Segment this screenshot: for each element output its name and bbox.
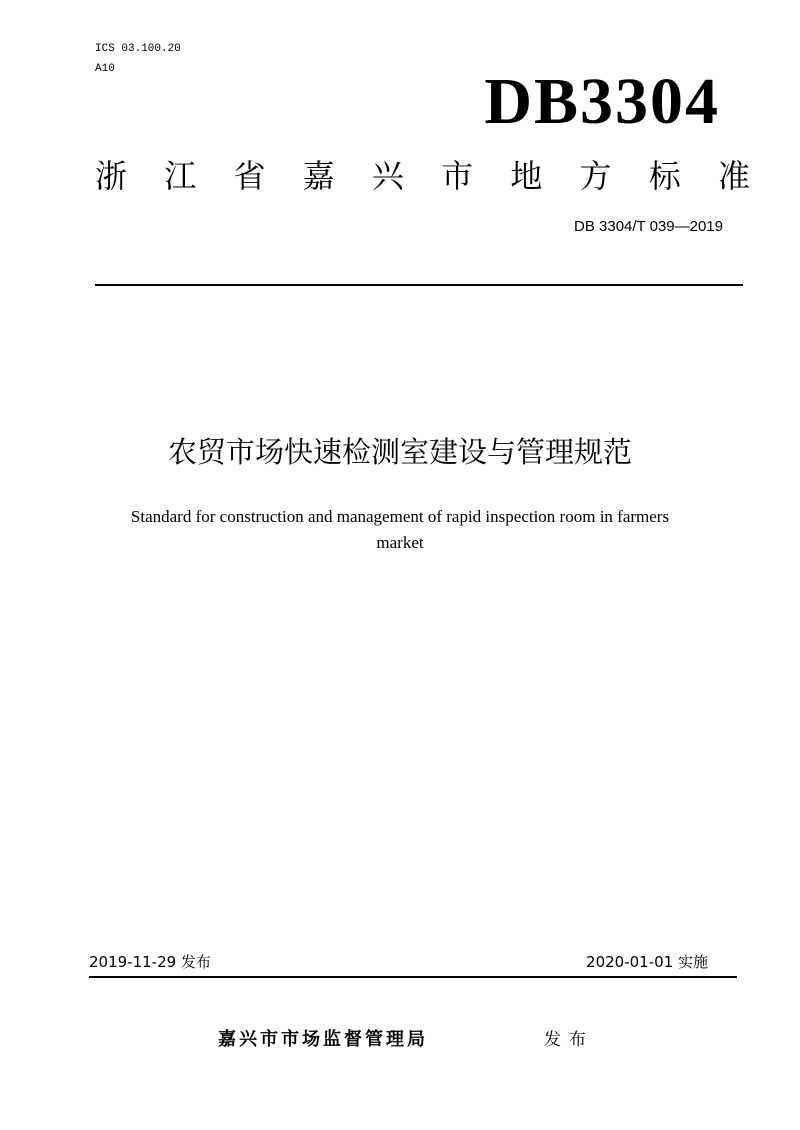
classification-code: A10 bbox=[95, 63, 115, 75]
standard-type-char: 江 bbox=[164, 157, 197, 195]
standard-type-char: 地 bbox=[510, 157, 543, 195]
ics-code: ICS 03.100.20 bbox=[95, 43, 181, 55]
title-english-line1: Standard for construction and management of rapid inspection room in farmers bbox=[130, 507, 670, 526]
db-code-heading: DB3304 bbox=[484, 65, 720, 138]
standard-type-char: 兴 bbox=[371, 157, 404, 195]
standard-type-char: 浙 bbox=[95, 157, 128, 195]
issuer-name: 嘉兴市市场监督管理局 bbox=[218, 1029, 428, 1050]
standard-type-char: 标 bbox=[648, 157, 681, 195]
title-chinese: 农贸市场快速检测室建设与管理规范 bbox=[167, 435, 632, 469]
bottom-divider bbox=[89, 976, 737, 978]
issue-label: 发布 bbox=[544, 1030, 594, 1050]
standard-type-char: 准 bbox=[717, 157, 750, 195]
standard-type-char: 市 bbox=[441, 157, 474, 195]
standard-number: DB 3304/T 039—2019 bbox=[574, 218, 723, 235]
standard-type-title bbox=[95, 156, 750, 196]
title-english bbox=[0, 504, 800, 556]
implement-date: 2020-01-01 实施 bbox=[586, 953, 708, 971]
title-english-line2: market bbox=[376, 533, 424, 552]
standard-type-char: 方 bbox=[579, 157, 612, 195]
standard-type-char: 省 bbox=[233, 157, 266, 195]
top-divider bbox=[95, 284, 743, 286]
publish-date: 2019-11-29 发布 bbox=[89, 953, 211, 971]
standard-type-char: 嘉 bbox=[302, 157, 335, 195]
